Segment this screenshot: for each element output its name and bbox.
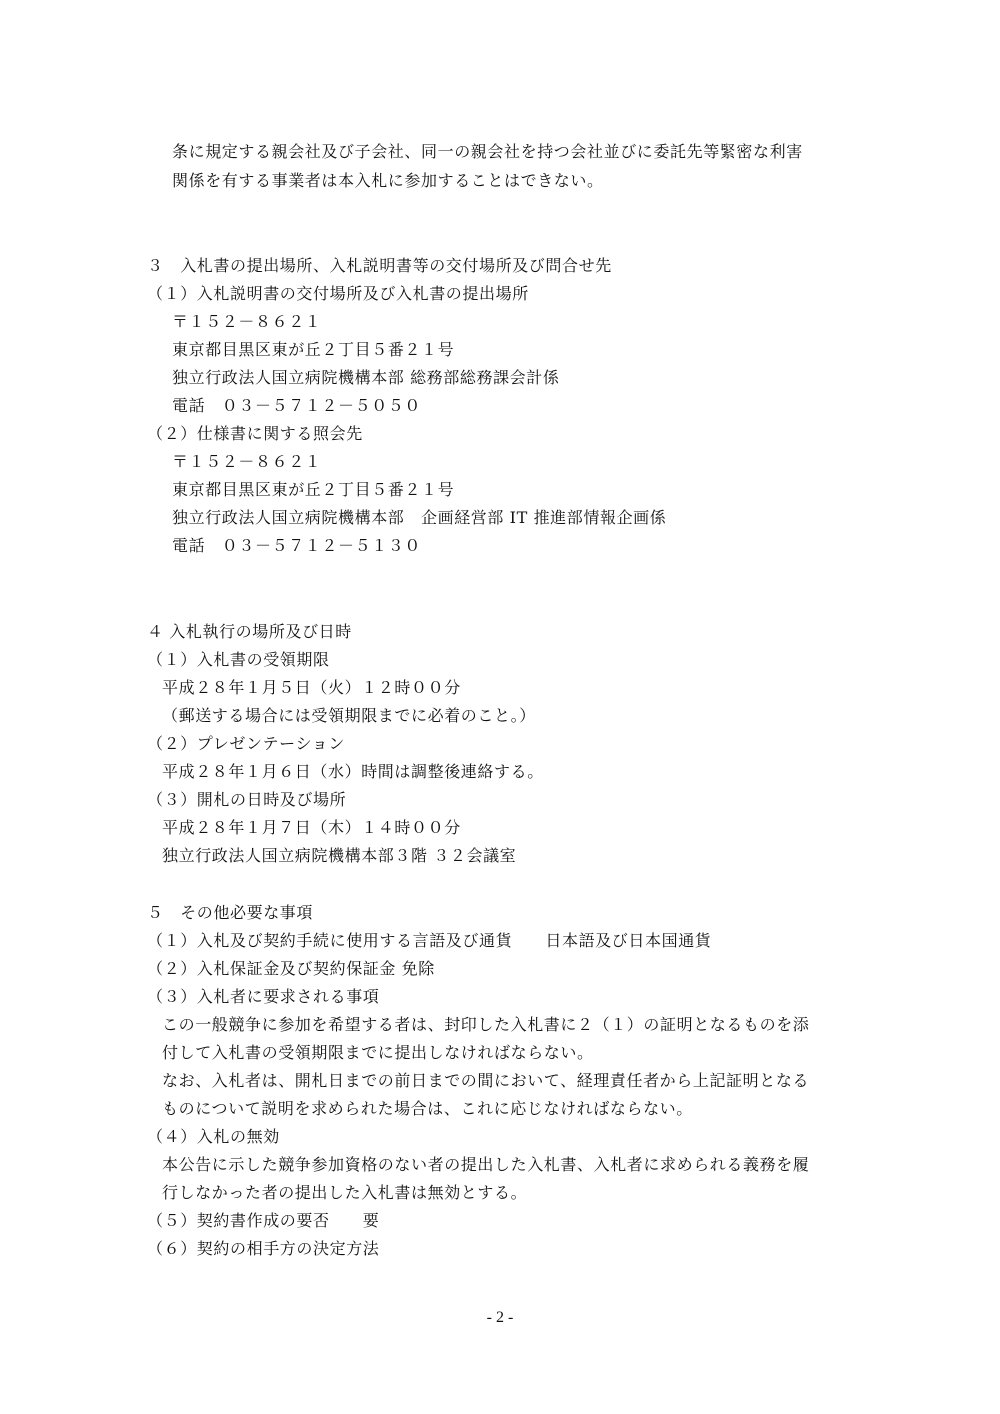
page-number: - 2 - [486, 1309, 514, 1326]
section-3-item-2-address: 東京都目黒区東が丘２丁目５番２１号 [172, 480, 455, 499]
section-5-item-3-line-2: 付して入札書の受領期限までに提出しなければならない。 [162, 1043, 594, 1062]
section-5-item-3-line-3: なお、入札者は、開札日までの前日までの間において、経理責任者から上記証明となる [162, 1071, 810, 1090]
section-3-item-2-label: （２）仕様書に関する照会先 [147, 424, 363, 443]
section-3-title: ３ 入札書の提出場所、入札説明書等の交付場所及び問合せ先 [147, 256, 612, 275]
section-3-item-1-address: 東京都目黒区東が丘２丁目５番２１号 [172, 340, 455, 359]
section-3-item-2-org: 独立行政法人国立病院機構本部 企画経営部 IT 推進部情報企画係 [172, 508, 667, 527]
section-4-item-3-line-2: 独立行政法人国立病院機構本部３階 ３２会議室 [162, 846, 517, 865]
section-5-item-3-label: （３）入札者に要求される事項 [147, 987, 380, 1006]
section-5-title: ５ その他必要な事項 [147, 903, 314, 922]
section-3-item-1-postal: 〒１５２－８６２１ [172, 312, 322, 331]
section-3-item-2-phone: 電話 ０３－５７１２－５１３０ [172, 536, 422, 555]
section-4-item-2-label: （２）プレゼンテーション [147, 734, 345, 753]
section-4-item-1-label: （１）入札書の受領期限 [147, 650, 330, 669]
section-4-item-1-line-1: 平成２８年１月５日（火）１２時００分 [162, 678, 461, 697]
section-5-item-4-label: （４）入札の無効 [147, 1127, 280, 1146]
section-5-item-6: （６）契約の相手方の決定方法 [147, 1239, 380, 1258]
section-5-item-4-line-2: 行しなかった者の提出した入札書は無効とする。 [162, 1183, 528, 1202]
section-5-item-3-line-4: ものについて説明を求められた場合は、これに応じなければならない。 [162, 1099, 693, 1118]
section-3-item-1-label: （１）入札説明書の交付場所及び入札書の提出場所 [147, 284, 529, 303]
section-3-item-1-org: 独立行政法人国立病院機構本部 総務部総務課会計係 [172, 368, 560, 387]
section-4-title: ４ 入札執行の場所及び日時 [147, 622, 352, 641]
intro-line-2: 関係を有する事業者は本入札に参加することはできない。 [172, 171, 604, 190]
section-4-item-3-label: （３）開札の日時及び場所 [147, 790, 347, 809]
intro-line-1: 条に規定する親会社及び子会社、同一の親会社を持つ会社並びに委託先等緊密な利害 [172, 142, 803, 161]
section-5-item-3-line-1: この一般競争に参加を希望する者は、封印した入札書に２（１）の証明となるものを添 [162, 1015, 810, 1034]
section-5-item-1: （１）入札及び契約手続に使用する言語及び通貨 日本語及び日本国通貨 [147, 931, 712, 950]
section-3-item-1-phone: 電話 ０３－５７１２－５０５０ [172, 396, 422, 415]
section-5-item-5: （５）契約書作成の要否 要 [147, 1211, 380, 1230]
section-4-item-2-line-1: 平成２８年１月６日（水）時間は調整後連絡する。 [162, 762, 544, 781]
section-5-item-4-line-1: 本公告に示した競争参加資格のない者の提出した入札書、入札者に求められる義務を履 [162, 1155, 810, 1174]
section-4-item-1-line-2: （郵送する場合には受領期限までに必着のこと。） [162, 706, 536, 725]
section-3-item-2-postal: 〒１５２－８６２１ [172, 452, 322, 471]
section-4-item-3-line-1: 平成２８年１月７日（木）１４時００分 [162, 818, 461, 837]
section-5-item-2: （２）入札保証金及び契約保証金 免除 [147, 959, 435, 978]
